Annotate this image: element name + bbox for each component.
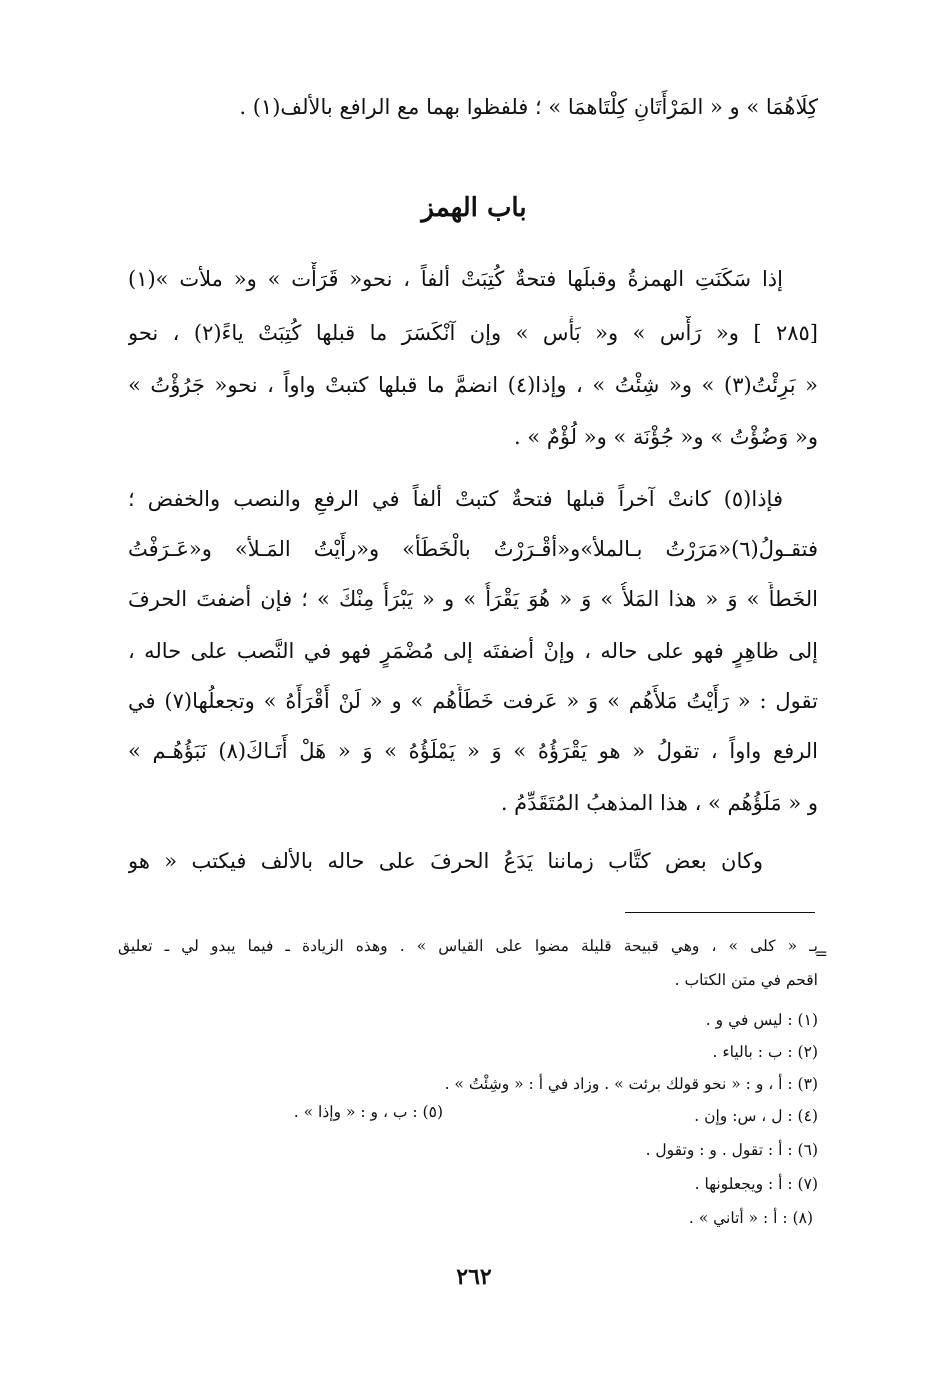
paragraph-line: الخَطأَ » وَ « هذا المَلأُ » وَ « هُوَ يَقْرَأُ » و « يَبْرَأُ مِنْكَ » ؛ فإن أضفتَ الحرفَ [128,587,818,611]
footnote-line: (٤) : ل ، س: وإن . [694,1107,818,1125]
footnote-continuation-marker: = [814,944,828,963]
section-heading: باب الهمز [421,193,527,223]
paragraph-line: إذا سَكَنَتِ الهمزةُ وقبلَها فتحةٌ كُتِبَتْ ألفاً ، نحو« قَرَأْت » و« ملأت »(١) [128,267,783,291]
paragraph-line: « بَرِئْتُ(٣) » و« شِئْتُ » ، وإذا(٤) انضمَّ ما قبلها كتبتْ واواً ، نحو« جَرُؤْتُ » [128,373,818,397]
paragraph-line: وكان بعض كتَّاب زماننا يَدَعُ الحرفَ على حاله بالألف فيكتب « هو [128,849,763,873]
page-number: ٢٦٢ [456,1264,492,1290]
paragraph-line: [٢٨٥ ] و« رَأْس » و« بَأْس » وإن آنْكَسَرَ ما قبلها كُتِبَتْ ياءً(٢) ، نحو [128,321,818,345]
footnote-line: اقحم في متن الكتاب . [674,971,818,989]
paragraph-line: تقول : « رَأَيْتُ مَلأَهُم » وَ « عَرفت خَطَأَهُم » و « لَنْ أَقْرَأَهُ » وتجعلُها(٧) في [128,689,818,713]
paragraph-line: و « مَلَؤُهُم » ، هذا المذهبُ المُتَقَدِّمُ . [500,791,818,815]
footnote-line: (٧) : أ : ويجعلونها . [694,1175,818,1193]
paragraph-line: الرفع واواً ، تقولُ « هو يَقْرَؤُهُ » وَ « يَمْلَؤُهُ » وَ « هَلْ أَتَـاكَ(٨) نَبَؤُهُـم » [128,739,818,763]
paragraph-line: إلى ظاهِرٍ فهو على حاله ، وإنْ أضفتَه إلى مُضْمَرٍ فهو في النَّصب على حاله ، [128,639,818,663]
footnote-line: (٦) : أ : تقول . و : وتقول . [645,1141,818,1159]
footnote-line: (١) : ليس في و . [705,1011,818,1029]
paragraph-line: فتقـولُ(٦)«مَرَرْتُ بـالملأ»و«أقْـرَرْتُ بالْخَطَأ» و«رأَيْتُ المَـلأ» و«عَـرَفْتُ [128,537,818,561]
footnote-line: بـ « كلى » ، وهي قبيحة قليلة مضوا على القياس » . وهذه الزيادة ـ فيما يبدو لي ـ تعليق [118,937,818,955]
paragraph-line: و« وَضُؤْتُ » و« جُؤْنَة » و« لُؤْمٌ » . [513,425,818,449]
continued-text-line: كِلَاهُمَا » و « المَرْأَتَانِ كِلْتَاهمَا » ؛ فلفظوا بهما مع الرافع بالألف(١) . [239,95,818,119]
paragraph-line: فإذا(٥) كانتْ آخراً قبلها فتحةٌ كتبتْ ألفاً في الرفعِ والنصب والخفض ؛ [128,487,783,511]
footnote-line: (٢) : ب : بالياء . [712,1043,818,1061]
footnote-line: (٣) : أ ، و : « نحو قولك برئت » . وزاد في أ : « وشِئْتُ » . [444,1075,818,1093]
footnote-line: (٨) : أ : « أتاني » . [688,1209,813,1227]
footnote-separator [625,912,815,913]
footnote-line: (٥) : ب ، و : « وإذا » . [293,1103,443,1121]
